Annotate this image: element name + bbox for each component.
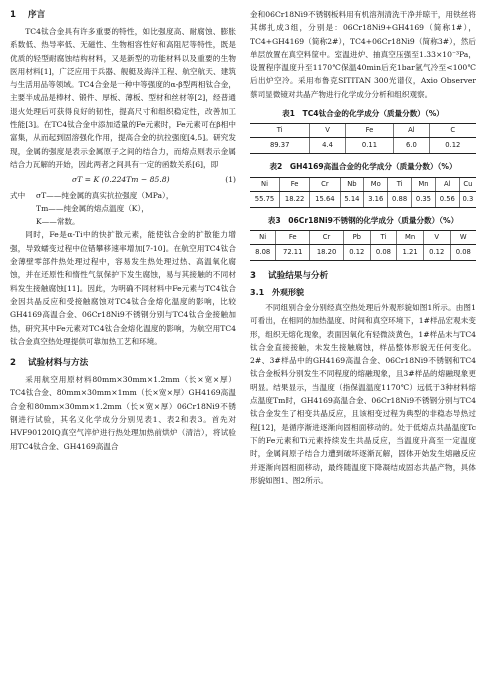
strength-formula <box>10 171 236 188</box>
table2-gh4169-composition <box>250 177 476 208</box>
where-label <box>10 202 36 215</box>
table1-tc4-composition <box>250 123 476 154</box>
where-line: K——常数。 <box>36 217 80 227</box>
table-cell: 55.75 <box>250 191 280 207</box>
table1-caption: 表1 TC4钛合金的化学成分（质量分数）（%） <box>282 109 444 119</box>
table-cell: 6.0 <box>394 138 429 154</box>
subsection-heading-appearance <box>250 286 476 299</box>
table-header-cell: Fe <box>276 230 310 244</box>
subsection-number: 3.1 <box>250 287 265 297</box>
table-row <box>250 244 476 260</box>
table-cell: 8.08 <box>250 244 276 260</box>
where-line: Tm——纯金属的熔点温度（K）， <box>36 203 149 213</box>
table-header-cell: Cu <box>459 177 476 191</box>
intro-paragraph-1: TC4钛合金具有许多重要的特性，如比强度高、耐腐蚀、膨胀系数低、热导率低、无磁性、生物相容性好和高阻尼等特性，既是优质的轻型耐腐蚀结构材料，又是新型的功能材料以及重要的生物医用材料[1]，广泛应用于兵器、舰艇及海洋工程、航空航天、建筑与生活用品等领域。TC4合金是一种中等强度的α-β型两相钛合金，主要半成品是棒材、锻件、厚板、薄板、型材和丝材等[2]，经普通退火处理后可获得良好的韧性，提高尺寸和组织稳定性，改善加工性能[3]。在TC4钛合金中添加适量的Fe元素时，Fe元素可在β相中富集，从而起到固溶强化作用，提高合金的抗拉强度[4,5]。研究发现，金属的强度是表示金属原子之间的结合力，而熔点则表示金属结合力瓦解的开始，因此两者之间具有一定的函数关系[6]，即 <box>10 27 236 169</box>
table-cell: 72.11 <box>276 244 310 260</box>
table-header-cell: Al <box>435 177 459 191</box>
table-header-cell: W <box>450 230 476 244</box>
table-cell: 3.16 <box>364 191 388 207</box>
table-cell: 89.37 <box>250 138 310 154</box>
section-number: 2 <box>10 358 16 369</box>
table-cell: 0.56 <box>435 191 459 207</box>
table-header-cell: Cr <box>310 177 340 191</box>
table3-06cr18ni9-composition <box>250 230 476 261</box>
table-cell: 15.64 <box>310 191 340 207</box>
table-header-row <box>250 177 476 191</box>
table-header-cell: Mn <box>397 230 424 244</box>
table2-caption: 表2 GH4169高温合金的化学成分（质量分数）（%） <box>269 162 457 172</box>
table-cell: 0.12 <box>343 244 370 260</box>
table-header-cell: V <box>423 230 450 244</box>
table-cell: 0.12 <box>429 138 476 154</box>
table-header-cell: Ti <box>388 177 412 191</box>
left-column <box>10 8 236 453</box>
section-heading-materials-methods <box>10 356 236 370</box>
table-header-cell: Ni <box>250 177 280 191</box>
table-header-cell: Ti <box>370 230 397 244</box>
results-paragraph-1: 不同组别合金分别经真空热处理后外观形貌如图1所示。由图1可看出，在相同的加热温度、时间和真空环境下，1#样品宏观未变形，组织无熔化现象，表面因氧化有轻微淡黄色，1#样品未与TC4钛合金直接接触，未发生接触腐蚀，样品整体形貌无任何变化。2#、3#样品中的GH4169高温合金、06Cr18Ni9不锈钢和TC4钛合金板料分别发生不同程度的熔融现象，且3#样品的熔融现象更明显。结果显示，当温度（指保温温度1170℃）远低于3种材料熔点温度Tm时，GH4169高温合金、06Cr18Ni9不锈钢分别与TC4钛合金发生了相变共晶反应，且该相变过程为典型的非稳态导热过程[12]，是循序渐进逐渐向固相面移动的。处于低熔点共晶温度Tc下的Fe元素和Ti元素持续发生共晶反应，当温度升高至一定温度时，金属间原子结合力遭到破坏逐渐瓦解，固体开始发生熔融反应并逐渐向固相面移动，最终随温度下降凝结成固态共晶产物，具体形貌如图1、图2所示。 <box>250 302 476 485</box>
table-cell: 0.11 <box>345 138 393 154</box>
table-cell: 0.12 <box>423 244 450 260</box>
where-label <box>10 215 36 228</box>
table-cell: 0.35 <box>412 191 436 207</box>
right-column <box>250 8 476 487</box>
table-header-cell: Ni <box>250 230 276 244</box>
table-header-cell: Fe <box>345 124 393 138</box>
intro-paragraph-2: 同时，Fe是α-Ti中的快扩散元素，能使钛合金的扩散能力增强，导致蠕变过程中位错攀移速率增加[7-10]。在航空用TC4钛合金薄壁零部件热处理过程中，容易发生热处理过热、高温氧化腐蚀，并在还原性和惰性气氛保护下发生腐蚀，易与其接触的不同材料发生接触腐蚀[11]。因此，为明确不同材料中Fe元素与TC4钛合金因共晶反应和受接触腐蚀对TC4钛合金熔化温度的影响，比较GH4169高温合金、06Cr18Ni9不锈钢分别与TC4钛合金接触加热，研究其中Fe元素对TC4钛合金熔化温度的影响，为航空用TC4钛合金真空热处理提供可靠加热工艺和环境。 <box>10 230 236 346</box>
section-number: 3 <box>250 270 256 281</box>
table-header-cell: Mn <box>412 177 436 191</box>
formula-variable-definitions <box>10 189 236 229</box>
table-cell: 0.08 <box>370 244 397 260</box>
table-header-row <box>250 230 476 244</box>
methods-paragraph-1: 采用航空用原材料80mm×30mm×1.2mm（长×宽×厚）TC4钛合金、80mm×30mm×1mm（长×宽×厚）GH4169高温合金和80mm×30mm×1.2mm（长×宽×厚）06Cr18Ni9不锈钢进行试验，其名义化学成分分别见表1、表2和表3。首先对HVF90120IQ真空气淬炉进行热处理加热前烘炉（清洁），将试验用TC4钛合金、GH4169高温合 <box>10 375 236 451</box>
table-header-cell: Pb <box>343 230 370 244</box>
subsection-title: 外观形貌 <box>272 287 304 297</box>
table-cell: 5.14 <box>340 191 364 207</box>
section-number: 1 <box>10 10 16 20</box>
table-row <box>250 138 476 154</box>
table-row <box>250 191 476 207</box>
methods-paragraph-continued: 金和06Cr18Ni9不锈钢板料用有机溶剂清洗干净并晾干，用铁丝将其绑扎成3组，分别是：06Cr18Ni9+GH4169（简称1#），TC4+GH4169（简称2#），TC4+06Cr18Ni9（简称3#），然后单层放置在真空料筐中。室温进炉、抽真空压强至1.33×10⁻³Pa，设置程序温度升至1170℃保温40min后充1bar氩气冷至<100℃后出炉空冷。采用布鲁克SITITAN 300光谱仪，Axio Observer蔡司显微镜对共晶产物进行化学成分分析和组织观察。 <box>250 10 476 99</box>
equation-number: (1) <box>225 175 236 185</box>
table-header-cell: C <box>429 124 476 138</box>
section-title: 试验结果与分析 <box>268 270 329 281</box>
table-header-cell: Mo <box>364 177 388 191</box>
where-label: 式中 <box>10 190 26 200</box>
table-header-row <box>250 124 476 138</box>
table-cell: 18.22 <box>280 191 310 207</box>
where-line: σT——纯金属的真实抗拉强度（MPa）， <box>36 190 174 200</box>
table-cell: 0.3 <box>459 191 476 207</box>
table-header-cell: Al <box>394 124 429 138</box>
section-heading-results <box>250 269 476 283</box>
table-cell: 0.08 <box>450 244 476 260</box>
table-header-cell: Nb <box>340 177 364 191</box>
table3-caption: 表3 06Cr18Ni9不锈钢的化学成分（质量分数）（%） <box>267 215 459 225</box>
table-header-cell: Cr <box>310 230 344 244</box>
section-title: 序言 <box>28 10 46 20</box>
table-cell: 18.20 <box>310 244 344 260</box>
table-cell: 0.88 <box>388 191 412 207</box>
formula-expression: σT = K (0.224Tm − 85.8) <box>72 175 170 185</box>
table-cell: 1.21 <box>397 244 424 260</box>
section-title: 试验材料与方法 <box>28 358 89 369</box>
table-header-cell: Fe <box>280 177 310 191</box>
table-cell: 4.4 <box>310 138 345 154</box>
section-heading-introduction <box>10 8 236 22</box>
table-header-cell: V <box>310 124 345 138</box>
table-header-cell: Ti <box>250 124 310 138</box>
